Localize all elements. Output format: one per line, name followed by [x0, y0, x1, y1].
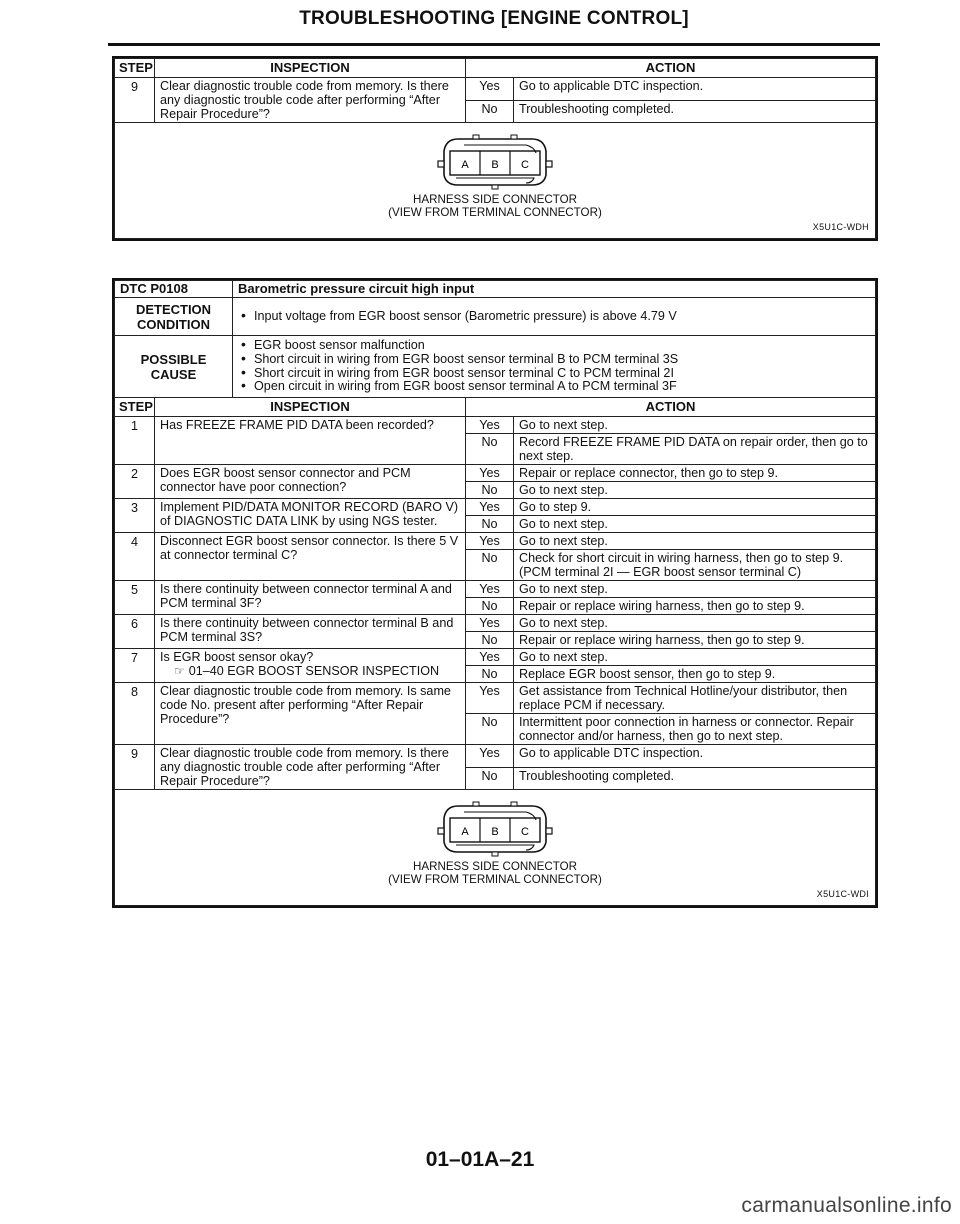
page-title: TROUBLESHOOTING [ENGINE CONTROL] [299, 8, 689, 29]
connector-icon [420, 798, 570, 860]
detection-label: DETECTION CONDITION [115, 298, 233, 336]
connector-caption [120, 193, 870, 219]
action-text: Go to next step. [514, 417, 876, 434]
page-number: 01–01A–21 [425, 1148, 535, 1171]
answer-no: No [466, 714, 514, 745]
detection-text: • Input voltage from EGR boost sensor (Barometric pressure) is above 4.79 V [238, 310, 870, 324]
answer-no: No [466, 632, 514, 649]
inspection-text: Clear diagnostic trouble code from memory. Is there any diagnostic trouble code after performing “After Repair Procedure”? [155, 78, 466, 123]
action-text: Replace EGR boost sensor, then go to step 9. [514, 666, 876, 683]
connector-caption [120, 860, 870, 886]
answer-no: No [466, 516, 514, 533]
inspection-cell [155, 649, 466, 683]
action-text: Troubleshooting completed. [514, 100, 876, 123]
col-inspection-header: INSPECTION [155, 59, 466, 78]
diagram-row [115, 790, 876, 906]
figure-code: X5U1C-WDH [812, 222, 869, 232]
table-row [115, 499, 876, 516]
answer-yes: Yes [466, 417, 514, 434]
action-text: Repair or replace connector, then go to step 9. [514, 465, 876, 482]
cause-row [115, 336, 876, 398]
diagram-row [115, 123, 876, 239]
col-inspection-header: INSPECTION [155, 398, 466, 417]
connector-icon [420, 131, 570, 193]
answer-no: No [466, 434, 514, 465]
step-number: 1 [115, 417, 155, 465]
table-row [115, 533, 876, 550]
inspection-text: Is there continuity between connector terminal B and PCM terminal 3S? [155, 615, 466, 649]
pointing-hand-icon: ☞ [174, 664, 185, 679]
dtc-title-row [115, 281, 876, 298]
table-header-row [115, 59, 876, 78]
action-text: Check for short circuit in wiring harness, then go to step 9. (PCM terminal 2I — EGR boost sensor terminal C) [514, 550, 876, 581]
action-text: Repair or replace wiring harness, then go to step 9. [514, 598, 876, 615]
inspection-text: Is there continuity between connector terminal A and PCM terminal 3F? [155, 581, 466, 615]
action-text: Go to next step. [514, 649, 876, 666]
pin-label: C [521, 159, 529, 171]
table-header-row [115, 398, 876, 417]
cause-item: • Open circuit in wiring from EGR boost sensor terminal A to PCM terminal 3F [238, 380, 870, 394]
step-number: 9 [115, 745, 155, 790]
inspection-text: Disconnect EGR boost sensor connector. Is there 5 V at connector terminal C? [155, 533, 466, 581]
watermark: carmanualsonline.info [741, 1194, 952, 1217]
step-number: 9 [115, 78, 155, 123]
inspection-text: Implement PID/DATA MONITOR RECORD (BARO V) of DIAGNOSTIC DATA LINK by using NGS tester. [155, 499, 466, 533]
table-row [115, 581, 876, 598]
pin-label: B [491, 826, 499, 839]
action-text: Record FREEZE FRAME PID DATA on repair order, then go to next step. [514, 434, 876, 465]
detection-row [115, 298, 876, 336]
action-text: Go to applicable DTC inspection. [514, 78, 876, 101]
table-row [115, 78, 876, 101]
answer-yes: Yes [466, 499, 514, 516]
table-row [115, 417, 876, 434]
action-text: Get assistance from Technical Hotline/your distributor, then replace PCM if necessary. [514, 683, 876, 714]
caption-line: HARNESS SIDE CONNECTOR [412, 193, 578, 206]
col-step-header: STEP [115, 398, 155, 417]
reference-link [160, 664, 460, 678]
answer-yes: Yes [466, 683, 514, 714]
cause-item: • Short circuit in wiring from EGR boost sensor terminal C to PCM terminal 2I [238, 367, 870, 381]
step-number: 7 [115, 649, 155, 683]
answer-no: No [466, 100, 514, 123]
table-row [115, 649, 876, 666]
action-text: Go to applicable DTC inspection. [514, 745, 876, 768]
answer-yes: Yes [466, 78, 514, 101]
top-step-table [112, 56, 878, 241]
answer-yes: Yes [466, 581, 514, 598]
inspection-text: Has FREEZE FRAME PID DATA been recorded? [155, 417, 466, 465]
step-number: 8 [115, 683, 155, 745]
answer-yes: Yes [466, 745, 514, 768]
action-text: Repair or replace wiring harness, then go to step 9. [514, 632, 876, 649]
inspection-text: Clear diagnostic trouble code from memory. Is there any diagnostic trouble code after performing “After Repair Procedure”? [155, 745, 466, 790]
inspection-text: Clear diagnostic trouble code from memory. Is same code No. present after performing “After Repair Procedure”? [155, 683, 466, 745]
caption-line: (VIEW FROM TERMINAL CONNECTOR) [388, 206, 602, 219]
inspection-text: Is EGR boost sensor okay? [160, 650, 314, 665]
action-text: Go to step 9. [514, 499, 876, 516]
table-row [115, 683, 876, 714]
col-action-header: ACTION [466, 59, 876, 78]
action-text: Intermittent poor connection in harness or connector. Repair connector and/or harness, then go to next step. [514, 714, 876, 745]
action-text: Go to next step. [514, 615, 876, 632]
step-number: 2 [115, 465, 155, 499]
answer-no: No [466, 550, 514, 581]
pin-label: C [521, 826, 529, 839]
action-text: Go to next step. [514, 482, 876, 499]
action-text: Go to next step. [514, 581, 876, 598]
answer-no: No [466, 666, 514, 683]
answer-yes: Yes [466, 533, 514, 550]
answer-no: No [466, 482, 514, 499]
reference-text: 01–40 EGR BOOST SENSOR INSPECTION [188, 664, 440, 679]
caption-line: (VIEW FROM TERMINAL CONNECTOR) [388, 873, 602, 887]
action-text: Troubleshooting completed. [514, 767, 876, 790]
action-text: Go to next step. [514, 516, 876, 533]
pin-label: A [461, 159, 469, 171]
table-row [115, 745, 876, 768]
answer-yes: Yes [466, 649, 514, 666]
col-action-header: ACTION [466, 398, 876, 417]
dtc-title: Barometric pressure circuit high input [233, 281, 876, 298]
step-number: 3 [115, 499, 155, 533]
action-text: Go to next step. [514, 533, 876, 550]
cause-item: • Short circuit in wiring from EGR boost sensor terminal B to PCM terminal 3S [238, 353, 870, 367]
figure-code: X5U1C-WDI [816, 889, 869, 900]
pin-label: A [461, 826, 469, 839]
step-number: 5 [115, 581, 155, 615]
page-header [108, 6, 880, 46]
col-step-header: STEP [115, 59, 155, 78]
pin-label: B [491, 159, 499, 171]
answer-yes: Yes [466, 615, 514, 632]
answer-yes: Yes [466, 465, 514, 482]
step-number: 4 [115, 533, 155, 581]
cause-label: POSSIBLE CAUSE [115, 336, 233, 398]
answer-no: No [466, 598, 514, 615]
inspection-text: Does EGR boost sensor connector and PCM connector have poor connection? [155, 465, 466, 499]
step-number: 6 [115, 615, 155, 649]
table-row [115, 465, 876, 482]
cause-item: • EGR boost sensor malfunction [238, 339, 870, 353]
table-row [115, 615, 876, 632]
dtc-code: DTC P0108 [115, 281, 233, 298]
caption-line: HARNESS SIDE CONNECTOR [412, 860, 578, 874]
dtc-table [112, 278, 878, 908]
answer-no: No [466, 767, 514, 790]
